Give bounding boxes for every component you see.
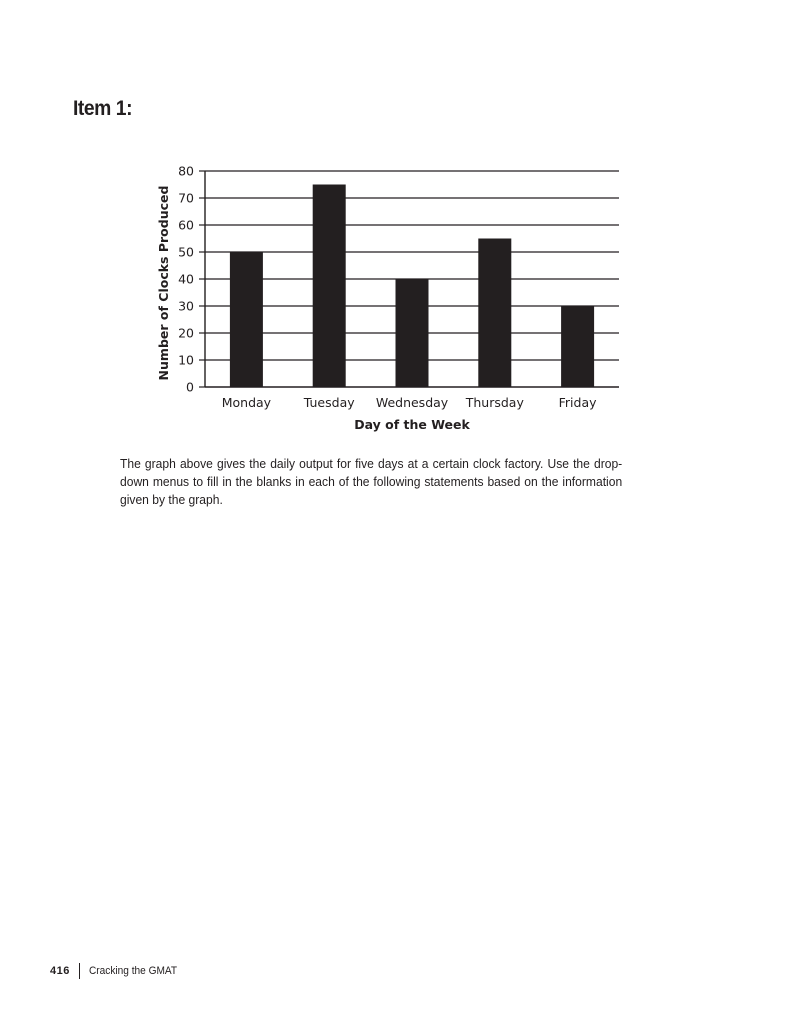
bar-chart bbox=[0, 0, 800, 440]
page-footer bbox=[50, 963, 185, 979]
y-tick-label: 40 bbox=[178, 271, 194, 287]
bar-monday bbox=[230, 252, 263, 387]
bar-thursday bbox=[478, 239, 511, 388]
y-tick-label: 30 bbox=[178, 298, 194, 314]
y-tick-label: 10 bbox=[178, 352, 194, 368]
bar-friday bbox=[561, 306, 594, 387]
y-tick-label: 50 bbox=[178, 244, 194, 260]
x-category-labels bbox=[222, 395, 597, 410]
item-description: The graph above gives the daily output for five days at a certain clock factory. Use the drop-down menus to fill in the blanks in each of the following statements based on the information given by the graph. bbox=[120, 456, 623, 507]
y-tick-label: 70 bbox=[178, 190, 194, 206]
y-tick-label: 80 bbox=[178, 163, 194, 179]
y-tick-label: 20 bbox=[178, 325, 194, 341]
y-axis-title: Number of Clocks Produced bbox=[156, 185, 171, 381]
y-tick-label: 60 bbox=[178, 217, 194, 233]
bars bbox=[230, 185, 594, 388]
x-category-label: Friday bbox=[558, 395, 597, 410]
y-tick-labels bbox=[178, 164, 194, 395]
bar-tuesday bbox=[313, 185, 346, 388]
x-category-label: Thursday bbox=[465, 395, 524, 410]
x-category-label: Wednesday bbox=[375, 395, 449, 410]
x-axis-title: Day of the Week bbox=[354, 417, 470, 432]
x-category-label: Tuesday bbox=[303, 395, 355, 410]
item-title: Item 1: bbox=[73, 97, 133, 120]
bar-wednesday bbox=[396, 279, 429, 387]
x-category-label: Monday bbox=[221, 395, 272, 410]
book-title: Cracking the GMAT bbox=[88, 965, 177, 977]
footer-divider bbox=[79, 963, 80, 979]
page-number: 416 bbox=[50, 965, 70, 977]
y-tick-label: 0 bbox=[186, 379, 194, 395]
